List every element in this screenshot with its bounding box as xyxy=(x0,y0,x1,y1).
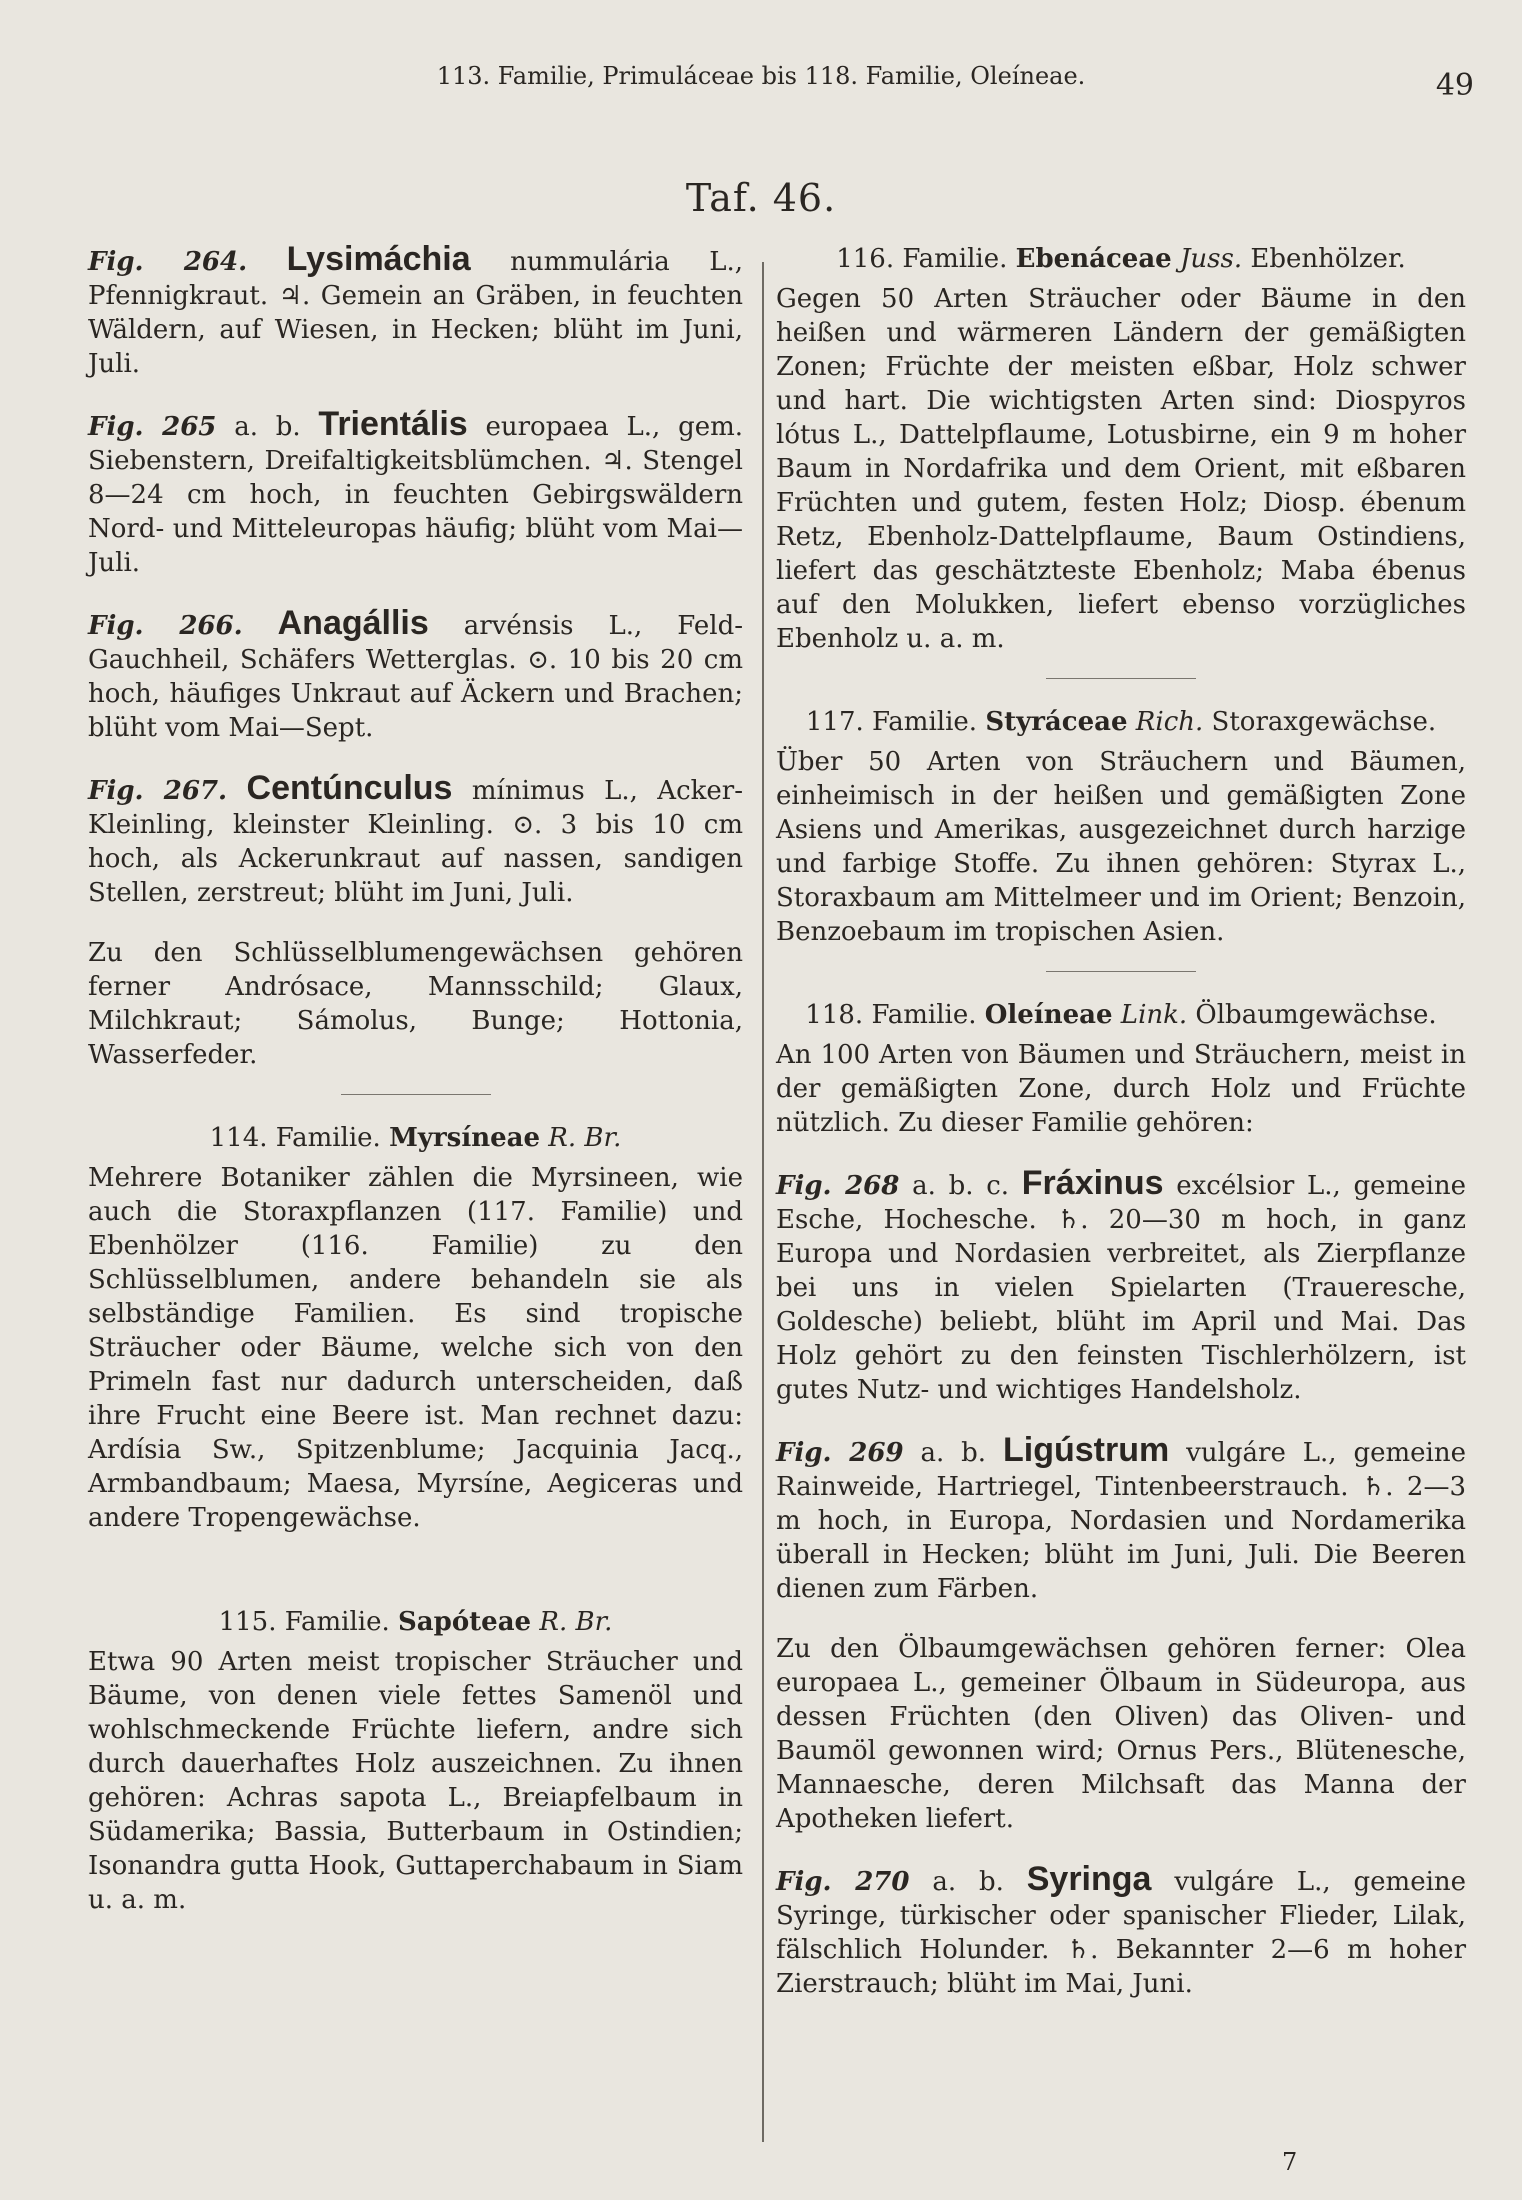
entry-text: vulgáre L., gemeine Rainweide, Hartriegel, Tintenbeerstrauch. ♄. 2—3 m hoch, in Europa, Nordasien und Nordamerika überall in Hecken; blüht im Juni, Juli. Die Beeren dienen zum Färben. xyxy=(776,1438,1466,1604)
entry-text: vulgáre L., gemeine Syringe, türkischer oder spanischer Flieder, Lilak, fälschlich Holunder. ♄. Bekannter 2—6 m hoher Zierstrauch; blüht im Mai, Juni. xyxy=(776,1867,1467,1999)
section-separator xyxy=(341,1094,491,1095)
family-text-115: Etwa 90 Arten meist tropischer Sträucher und Bäume, von denen viele fettes Samenöl und wohlschmeckende Früchte liefern, andre sich durch dauerhaftes Holz auszeichnen. Zu ihnen gehören: Achras sapota L., Breiapfelbaum in Südamerika; Bassia, Butterbaum in Ostindien; Isonandra gutta Hook, Guttaperchabaum in Siam u. a. m. xyxy=(88,1647,743,1915)
genus-name: Centúnculus xyxy=(246,769,453,807)
figure-parts: a. b. c. xyxy=(912,1171,1010,1201)
genus-name: Trientális xyxy=(318,405,468,443)
section-separator xyxy=(1046,971,1196,972)
family-text-116: Gegen 50 Arten Sträucher oder Bäume in den heißen und wärmeren Ländern der gemäßigten Zonen; Früchte der meisten eßbar, Holz schwer und hart. Die wichtigsten Arten sind: Diospyros lótus L., Dattelpflaume, Lotusbirne, ein 9 m hoher Baum in Nordafrika und dem Orient, mit eßbaren Früchten und gutem, festen Holz; Diosp. ébenum Retz, Ebenholz-Dattelpflaume, Baum Ostindiens, liefert das geschätzteste Ebenholz; Maba ébenus auf den Molukken, liefert ebenso vorzügliches Ebenholz u. a. m. xyxy=(776,284,1466,654)
family-common-name: Ebenhölzer. xyxy=(1250,244,1406,274)
left-column xyxy=(88,242,743,1917)
genus-name: Syringa xyxy=(1026,1860,1152,1898)
figure-label: Fig. 264. xyxy=(88,247,248,277)
entry-269 xyxy=(776,1433,1466,1606)
figure-label: Fig. 269 xyxy=(776,1438,904,1468)
family-author: Link. xyxy=(1120,1000,1188,1030)
family-number: 118. Familie. xyxy=(805,1000,977,1030)
family-common-name: Ölbaumgewächse. xyxy=(1195,1000,1437,1030)
family-number: 117. Familie. xyxy=(805,707,978,737)
entry-270 xyxy=(776,1862,1466,2001)
figure-label: Fig. 268 xyxy=(776,1171,900,1201)
column-divider xyxy=(762,262,764,2142)
figure-label: Fig. 265 xyxy=(88,412,217,442)
family-heading-115 xyxy=(88,1605,743,1639)
genus-name: Lysimáchia xyxy=(286,240,471,278)
family-name: Ebenáceae xyxy=(1015,244,1172,274)
family-heading-114 xyxy=(88,1121,743,1155)
spacer xyxy=(88,1535,743,1605)
family-author: R. Br. xyxy=(539,1607,613,1637)
entry-265 xyxy=(88,407,743,580)
family-name: Sapóteae xyxy=(398,1607,532,1637)
figure-parts: a. b. xyxy=(920,1438,987,1468)
figure-label: Fig. 267. xyxy=(88,776,228,806)
family-heading-118 xyxy=(776,998,1466,1032)
figure-label: Fig. 270 xyxy=(776,1867,910,1897)
signature-number: 7 xyxy=(1282,2148,1298,2176)
genus-name: Ligústrum xyxy=(1002,1431,1170,1469)
family-name: Myrsíneae xyxy=(389,1123,541,1153)
family-text-114: Mehrere Botaniker zählen die Myrsineen, wie auch die Storaxpflanzen (117. Familie) und Ebenhölzer (116. Familie) zu den Schlüsselblumen, andere behandeln sie als selbständige Familien. Es sind tropische Sträucher oder Bäume, welche sich von den Primeln fast nur dadurch unterscheiden, daß ihre Frucht eine Beere ist. Man rechnet dazu: Ardísia Sw., Spitzenblume; Jacquinia Jacq., Armbandbaum; Maesa, Myrsíne, Aegiceras und andere Tropengewächse. xyxy=(88,1163,743,1533)
figure-parts: a. b. xyxy=(932,1867,1004,1897)
figure-label: Fig. 266. xyxy=(88,611,243,641)
genus-name: Fráxinus xyxy=(1021,1164,1164,1202)
entry-text: nummulária L., Pfennigkraut. ♃. Gemein an Gräben, in feuchten Wäldern, auf Wiesen, in Hecken; blüht im Juni, Juli. xyxy=(88,247,744,379)
section-separator xyxy=(1046,678,1196,679)
entry-text: mínimus L., Acker-Kleinling, kleinster Kleinling. ⊙. 3 bis 10 cm hoch, als Ackerunkraut auf nassen, sandigen Stellen, zerstreut; blüht im Juni, Juli. xyxy=(88,776,744,908)
page-number: 49 xyxy=(1435,68,1474,103)
entry-267 xyxy=(88,771,743,910)
entry-264 xyxy=(88,242,743,381)
entry-text: arvénsis L., Feld-Gauchheil, Schäfers Wetterglas. ⊙. 10 bis 20 cm hoch, häufiges Unkraut auf Äckern und Brachen; blüht vom Mai—Sept. xyxy=(88,611,743,743)
closing-paragraph: Zu den Schlüsselblumengewächsen gehören ferner Andrósace, Mannsschild; Glaux, Milchkraut; Sámolus, Bunge; Hottonia, Wasserfeder. xyxy=(88,938,743,1070)
entry-text: europaea L., gem. Siebenstern, Dreifaltigkeitsblümchen. ♃. Stengel 8—24 cm hoch, in feuchten Gebirgswäldern Nord- und Mitteleuropas häufig; blüht vom Mai—Juli. xyxy=(88,412,744,578)
family-author: Rich. xyxy=(1135,707,1204,737)
entry-266 xyxy=(88,606,743,745)
right-column xyxy=(776,242,1466,2001)
genus-name: Anagállis xyxy=(277,604,429,642)
family-number: 115. Familie. xyxy=(218,1607,390,1637)
family-number: 114. Familie. xyxy=(209,1123,381,1153)
entry-text: excélsior L., gemeine Esche, Hochesche. ♄. 20—30 m hoch, in ganz Europa und Nordasien verbreitet, als Zierpflanze bei uns in vielen Spielarten (Traueresche, Goldesche) beliebt, blüht im April und Mai. Das Holz gehört zu den feinsten Tischlerhölzern, ist gutes Nutz- und wichtiges Handelsholz. xyxy=(776,1171,1467,1405)
family-author: Juss. xyxy=(1180,244,1243,274)
entry-268 xyxy=(776,1166,1466,1407)
family-number: 116. Familie. xyxy=(836,244,1008,274)
plate-title: Taf. 46. xyxy=(685,176,837,220)
running-title: 113. Familie, Primuláceae bis 118. Familie, Oleíneae. xyxy=(436,62,1086,90)
family-text-118: An 100 Arten von Bäumen und Sträuchern, meist in der gemäßigten Zone, durch Holz und Früchte nützlich. Zu dieser Familie gehören: xyxy=(776,1040,1466,1138)
family-heading-116 xyxy=(776,242,1466,276)
figure-parts: a. b. xyxy=(234,412,301,442)
family-text-117: Über 50 Arten von Sträuchern und Bäumen, einheimisch in der heißen und gemäßigten Zone Asiens und Amerikas, ausgezeichnet durch harzige und farbige Stoffe. Zu ihnen gehören: Styrax L., Storaxbaum am Mittelmeer und im Orient; Benzoin, Benzoebaum im tropischen Asien. xyxy=(776,747,1466,947)
family-name: Oleíneae xyxy=(984,1000,1113,1030)
family-name: Styráceae xyxy=(985,707,1128,737)
family-author: R. Br. xyxy=(548,1123,622,1153)
family-common-name: Storaxgewächse. xyxy=(1211,707,1437,737)
family-heading-117 xyxy=(776,705,1466,739)
closing-paragraph: Zu den Ölbaumgewächsen gehören ferner: Olea europaea L., gemeiner Ölbaum in Südeuropa, aus dessen Früchten (den Oliven) das Oliven- und Baumöl gewonnen wird; Ornus Pers., Blütenesche, Mannaesche, deren Milchsaft das Manna der Apotheken liefert. xyxy=(776,1634,1466,1834)
